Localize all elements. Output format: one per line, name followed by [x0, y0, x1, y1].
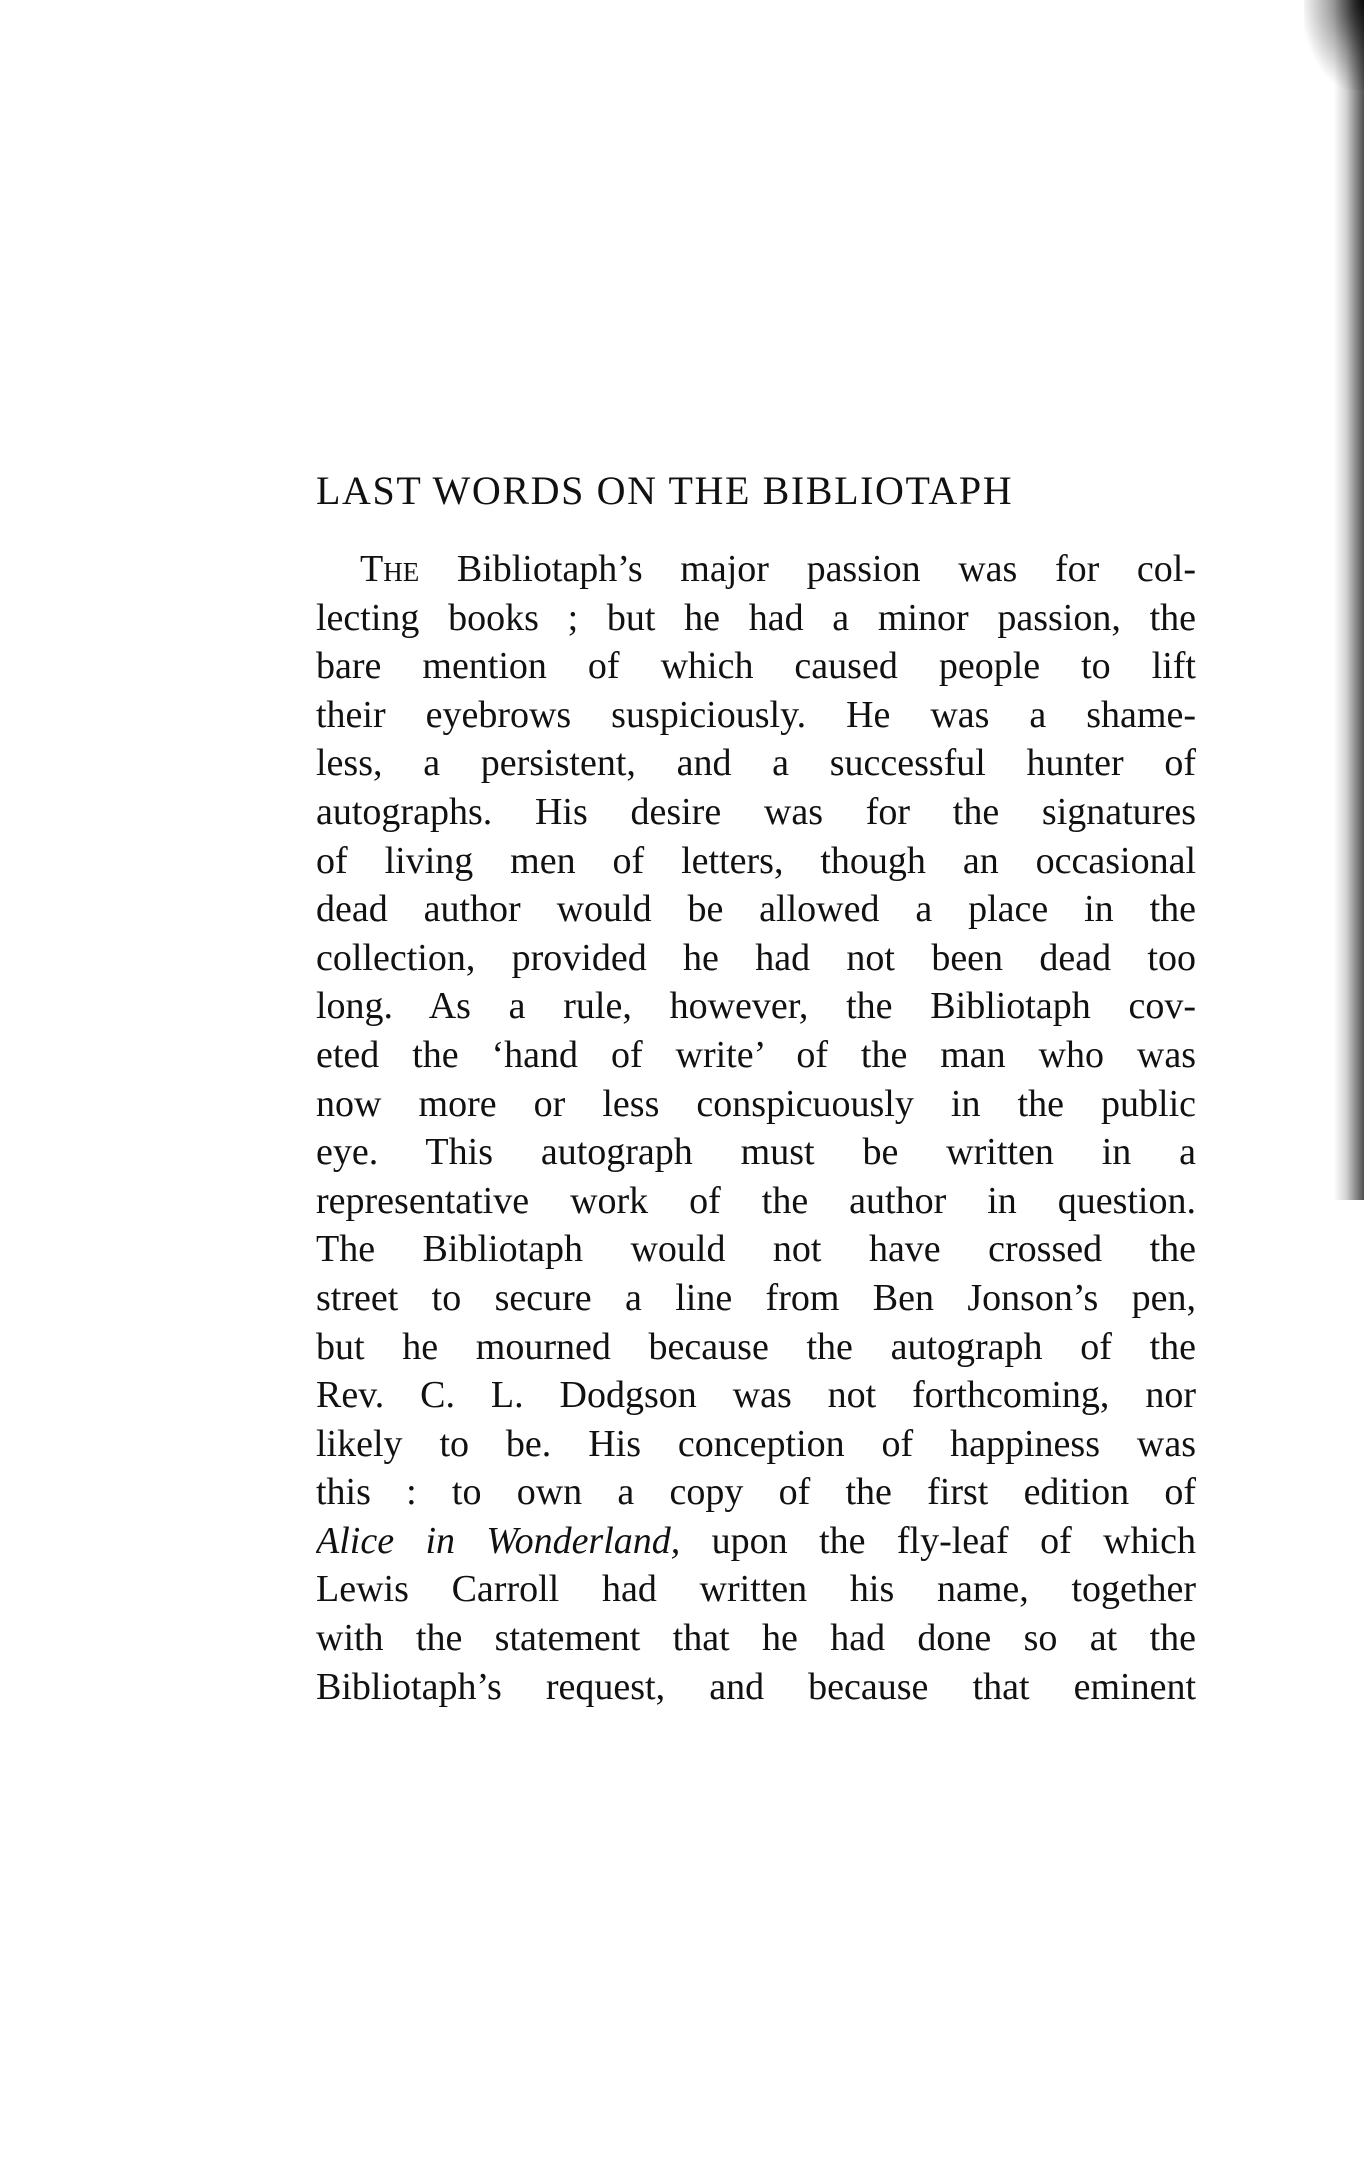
- text-line: street to secure a line from Ben Jonson’s pen,: [316, 1276, 1196, 1319]
- text-line: [316, 545, 1196, 594]
- text-line: The Bibliotaph would not have crossed the: [316, 1228, 1196, 1271]
- text-line: representative work of the author in question.: [316, 1179, 1196, 1222]
- text-line: autographs. His desire was for the signatures: [316, 790, 1196, 833]
- text-line: less, a persistent, and a successful hunter of: [316, 742, 1196, 785]
- text-line: collection, provided he had not been dead too: [316, 936, 1196, 979]
- text-line: Lewis Carroll had written his name, together: [316, 1568, 1196, 1611]
- text-line: lecting books ; but he had a minor passion, the: [316, 596, 1196, 639]
- text-line-content: Bibliotaph’s major passion was for col-: [419, 548, 1196, 590]
- text-line: eted the ‘hand of write’ of the man who was: [316, 1033, 1196, 1076]
- text-line: their eyebrows suspiciously. He was a shame-: [316, 693, 1196, 736]
- text-line: now more or less conspicuously in the public: [316, 1082, 1196, 1125]
- text-line: bare mention of which caused people to lift: [316, 645, 1196, 688]
- text-line: long. As a rule, however, the Bibliotaph cov-: [316, 985, 1196, 1028]
- text-line: but he mourned because the autograph of the: [316, 1325, 1196, 1368]
- page-edge-shadow: [1334, 0, 1364, 1200]
- first-word: The: [360, 548, 420, 590]
- text-line: Rev. C. L. Dodgson was not forthcoming, nor: [316, 1374, 1196, 1417]
- text-line: likely to be. His conception of happiness was: [316, 1422, 1196, 1465]
- chapter-heading: LAST WORDS ON THE BIBLIOTAPH: [316, 468, 1014, 513]
- body-paragraph: [316, 545, 1196, 1711]
- text-line: dead author would be allowed a place in the: [316, 888, 1196, 931]
- text-line: with the statement that he had done so at the: [316, 1617, 1196, 1660]
- text-line: this : to own a copy of the first edition of: [316, 1471, 1196, 1514]
- text-line: [316, 1517, 1196, 1566]
- page-corner-shadow: [1304, 0, 1364, 90]
- book-title: Alice in Wonderland,: [316, 1519, 681, 1562]
- text-line: eye. This autograph must be written in a: [316, 1131, 1196, 1174]
- text-line: of living men of letters, though an occasional: [316, 839, 1196, 882]
- text-line-content: upon the fly-leaf of which: [680, 1519, 1196, 1562]
- text-line: Bibliotaph’s request, and because that eminent: [316, 1665, 1196, 1708]
